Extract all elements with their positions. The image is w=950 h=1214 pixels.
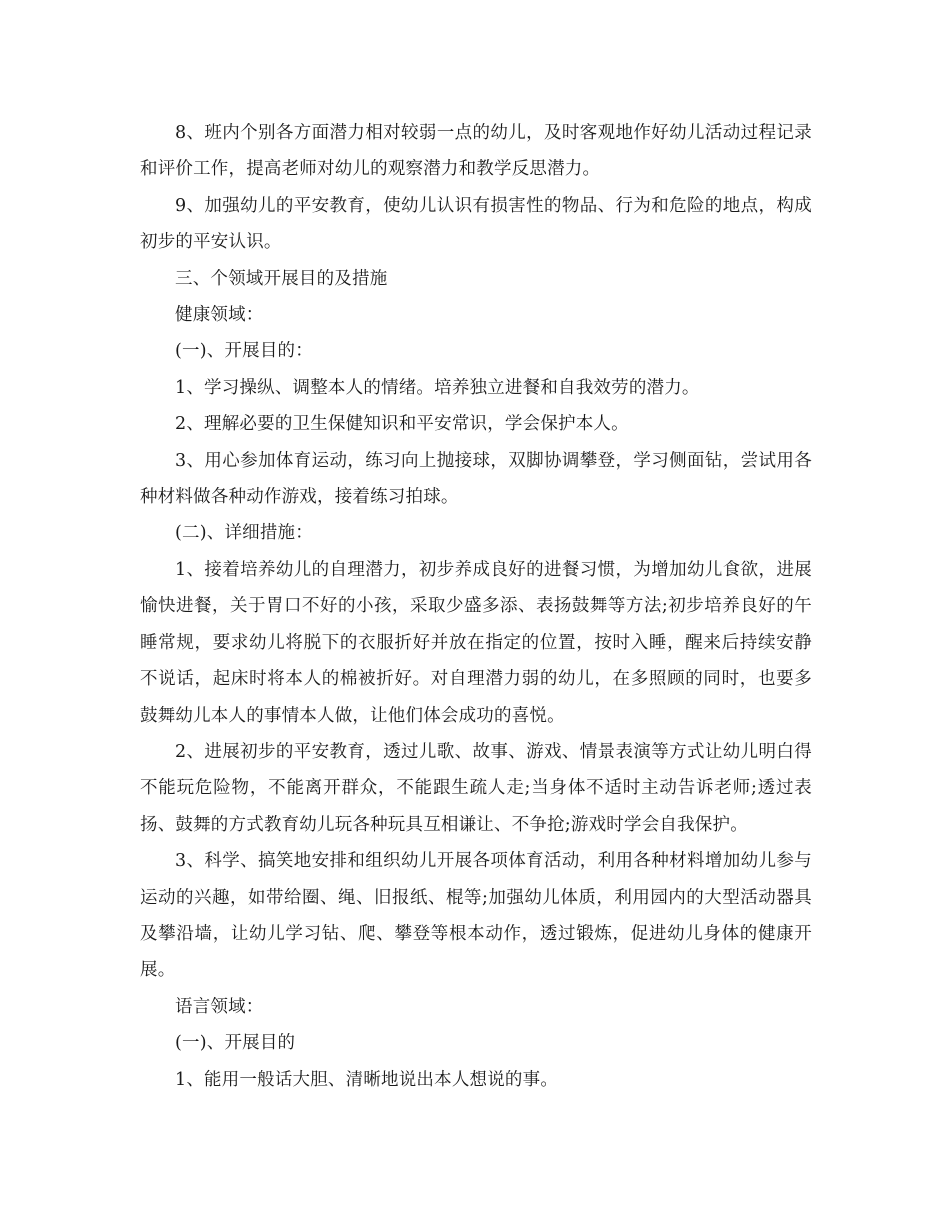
measures-heading: (二)、详细措施： [175, 523, 313, 544]
paragraph-item-8: 8、班内个别各方面潜力相对较弱一点的幼儿，及时客观地作好幼儿活动过程记录和评价工作，提高老师对幼儿的观察潜力和教学反思潜力。 [140, 123, 812, 180]
language-goal-item-1: 1、能用一般话大胆、清晰地说出本人想说的事。 [175, 1069, 559, 1090]
section-heading: 三、个领域开展目的及措施 [175, 268, 388, 289]
document-page [140, 115, 812, 1098]
goal-item-1: 1、学习操纵、调整本人的情绪。培养独立进餐和自我效劳的潜力。 [175, 377, 700, 398]
measure-item-1: 1、接着培养幼儿的自理潜力，初步养成良好的进餐习惯，为增加幼儿食欲，进展愉快进餐，关于胃口不好的小孩，采取少盛多添、表扬鼓舞等方法;初步培养良好的午睡常规，要求幼儿将脱下的衣服折好并放在指定的位置，按时入睡，醒来后持续安静不说话，起床时将本人的棉被折好。对自理潜力弱的幼儿，在多照顾的同时，也要多鼓舞幼儿本人的事情本人做，让他们体会成功的喜悦。 [140, 559, 812, 726]
measure-item-3: 3、科学、搞笑地安排和组织幼儿开展各项体育活动，利用各种材料增加幼儿参与运动的兴趣，如带给圈、绳、旧报纸、棍等;加强幼儿体质，利用园内的大型活动器具及攀沿墙，让幼儿学习钻、爬、攀登等根本动作，透过锻炼，促进幼儿身体的健康开展。 [140, 851, 812, 981]
measure-item-2: 2、进展初步的平安教育，透过儿歌、故事、游戏、情景表演等方式让幼儿明白得不能玩危险物，不能离开群众，不能跟生疏人走;当身体不适时主动告诉老师;透过表扬、鼓舞的方式教育幼儿玩各种玩具互相谦让、不争抢;游戏时学会自我保护。 [140, 741, 812, 835]
goals-heading-language: (一)、开展目的 [175, 1033, 296, 1054]
goal-item-2: 2、理解必要的卫生保健知识和平安常识，学会保护本人。 [175, 414, 629, 435]
paragraph-item-9: 9、加强幼儿的平安教育，使幼儿认识有损害性的物品、行为和危险的地点，构成初步的平安认识。 [140, 195, 812, 253]
subsection-heading-language: 语言领域： [175, 996, 264, 1017]
subsection-heading-health: 健康领域： [175, 305, 264, 326]
goals-heading: (一)、开展目的： [175, 341, 313, 362]
goal-item-3: 3、用心参加体育运动，练习向上抛接球，双脚协调攀登，学习侧面钻，尝试用各种材料做各种动作游戏，接着练习拍球。 [140, 450, 812, 508]
